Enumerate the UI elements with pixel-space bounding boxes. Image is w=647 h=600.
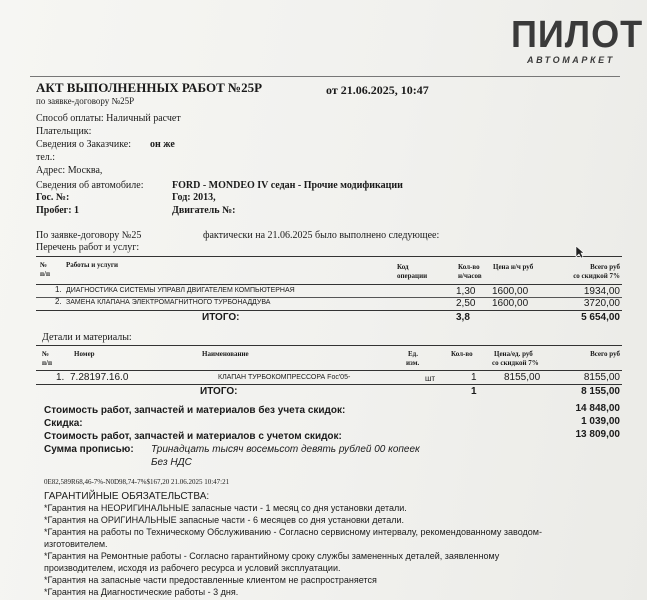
phone-label: тел.:	[36, 152, 56, 163]
warranty-line: *Гарантия на НЕОРИГИНАЛЬНЫЕ запасные части - 1 месяц со дня установки детали.	[44, 503, 407, 513]
works-intro-left: По заявке-договору №25	[36, 230, 142, 241]
parts-header-name: Наименование	[202, 350, 249, 358]
warranty-title: ГАРАНТИЙНЫЕ ОБЯЗАТЕЛЬСТВА:	[44, 491, 210, 502]
car-value: FORD - MONDEO IV седан - Прочие модификации	[172, 180, 403, 191]
cost-without-discount-label: Стоимость работ, запчастей и материалов без учета скидок:	[44, 405, 346, 416]
works-bottom-rule	[36, 310, 622, 311]
work-total: 3720,00	[583, 298, 620, 309]
works-header-num2: п/п	[40, 270, 51, 278]
row-number: 2.	[55, 297, 62, 306]
warranty-line: *Гарантия на ОРИГИНАЛЬНЫЕ запасные части - 6 месяцев со дня установки детали.	[44, 515, 404, 525]
parts-header-num2: п/п	[42, 359, 53, 367]
warranty-line: изготовителем.	[44, 539, 108, 549]
payment-method: Способ оплаты: Наличный расчет	[36, 113, 181, 124]
works-top-rule	[36, 256, 622, 257]
amount-in-words-label: Сумма прописью:	[44, 444, 134, 455]
works-total-sum: 5 654,00	[581, 312, 620, 323]
work-qty: 1,30	[456, 286, 476, 297]
warranty-line: *Гарантия на работы по Техническому Обслуживанию - Согласно сервисному интервалу, рекомендованному заводом-	[44, 527, 542, 537]
customer-info-value: он же	[150, 139, 175, 150]
works-header-num: №	[40, 261, 48, 269]
parts-total-sum: 8 155,00	[581, 386, 620, 397]
customer-info-label: Сведения о Заказчике:	[36, 139, 132, 150]
discount-label: Скидка:	[44, 418, 83, 429]
parts-section-title: Детали и материалы:	[42, 332, 132, 343]
parts-top-rule	[36, 345, 622, 346]
document-date: от 21.06.2025, 10:47	[326, 83, 429, 97]
parts-header-price: Цена/ед. руб	[494, 350, 533, 358]
works-header-total2: со скидкой 7%	[573, 272, 620, 280]
parts-header-unit2: изм.	[406, 359, 420, 367]
works-header-rule	[36, 284, 622, 285]
brand-tagline: АВТОМАРКЕТ	[527, 55, 615, 65]
parts-bottom-rule	[36, 384, 622, 385]
header-rule	[30, 76, 620, 77]
works-row-rule	[36, 297, 622, 298]
parts-total-qty: 1	[471, 386, 477, 397]
row-number: 1.	[55, 285, 62, 294]
part-qty: 1	[471, 372, 477, 383]
part-name: КЛАПАН ТУРБОКОМПРЕССОРА Foc'05-	[218, 374, 351, 381]
warranty-line: *Гарантия на Ремонтные работы - Согласно гарантийному сроку службы замененных деталей, заявленному	[44, 551, 500, 561]
warranty-line: *Гарантия на запасные части предоставленные клиентом не распространяется	[44, 575, 377, 585]
parts-header-number: Номер	[74, 350, 95, 358]
document-code: 0E82,589R68,46-7%-N0D98,74-7%$167,20 21.06.2025 10:47:21	[44, 478, 230, 486]
car-label: Сведения об автомобиле:	[36, 180, 144, 191]
row-number: 1.	[56, 372, 65, 383]
works-header-code: Код	[397, 263, 409, 271]
cost-with-discount-label: Стоимость работ, запчастей и материалов с учетом скидок:	[44, 431, 342, 442]
works-header-code2: операции	[397, 272, 428, 280]
parts-header-price2: со скидкой 7%	[492, 359, 539, 367]
work-price: 1600,00	[492, 286, 529, 297]
customer-address: Адрес: Москва,	[36, 165, 103, 176]
works-section-title: Перечень работ и услуг:	[36, 242, 140, 253]
brand-logo: ПИЛОТ	[511, 14, 644, 56]
document-title: АКТ ВЫПОЛНЕННЫХ РАБОТ №25Р	[36, 80, 263, 95]
works-header-qty: Кол-во	[458, 263, 480, 271]
parts-header-unit: Ед.	[408, 350, 418, 358]
works-intro-right: фактически на 21.06.2025 было выполнено следующее:	[203, 230, 440, 241]
warranty-line: *Гарантия на Диагностические работы - 3 дня.	[44, 587, 239, 597]
work-name: ЗАМЕНА КЛАПАНА ЭЛЕКТРОМАГНИТНОГО ТУРБОНАДДУВА	[66, 299, 271, 306]
discount-value: 1 039,00	[581, 416, 620, 427]
work-price: 1600,00	[492, 298, 529, 309]
work-total: 1934,00	[583, 286, 620, 297]
document-subtitle: по заявке-договору №25Р	[36, 96, 135, 106]
works-total-qty: 3,8	[456, 312, 470, 323]
payer-label: Плательщик:	[36, 126, 92, 137]
part-price: 8155,00	[504, 372, 541, 383]
amount-in-words-value: Тринадцать тысяч восемьсот девять рублей 00 копеек	[151, 444, 420, 455]
works-total-label: ИТОГО:	[202, 312, 240, 323]
works-header-name: Работы и услуги	[66, 261, 119, 269]
car-year: Год: 2013,	[172, 192, 216, 203]
car-mileage: Пробег: 1	[36, 205, 80, 216]
parts-header-num: №	[42, 350, 50, 358]
vat-note: Без НДС	[151, 457, 192, 468]
parts-header-rule	[36, 370, 622, 371]
parts-header-qty: Кол-во	[451, 350, 473, 358]
plate-label: Гос. №:	[36, 192, 70, 203]
works-header-total: Всего руб	[590, 263, 620, 271]
works-header-price: Цена н/ч руб	[493, 263, 534, 271]
part-unit: шт	[425, 374, 436, 383]
work-qty: 2,50	[456, 298, 476, 309]
part-number: 7.28197.16.0	[70, 372, 129, 383]
cost-with-discount-value: 13 809,00	[575, 429, 620, 440]
part-total: 8155,00	[583, 372, 620, 383]
works-header-qty2: н/часов	[458, 272, 482, 280]
work-name: ДИАГНОСТИКА СИСТЕМЫ УПРАВЛ ДВИГАТЕЛЕМ КОМПЬЮТЕРНАЯ	[66, 287, 295, 294]
warranty-line: производителем, исходя из рабочего ресурса и условий эксплуатации.	[44, 563, 341, 573]
parts-total-label: ИТОГО:	[200, 386, 238, 397]
engine-number: Двигатель №:	[172, 205, 236, 216]
parts-header-total: Всего руб	[590, 350, 620, 358]
mouse-cursor-icon	[575, 245, 585, 259]
cost-without-discount-value: 14 848,00	[575, 403, 620, 414]
